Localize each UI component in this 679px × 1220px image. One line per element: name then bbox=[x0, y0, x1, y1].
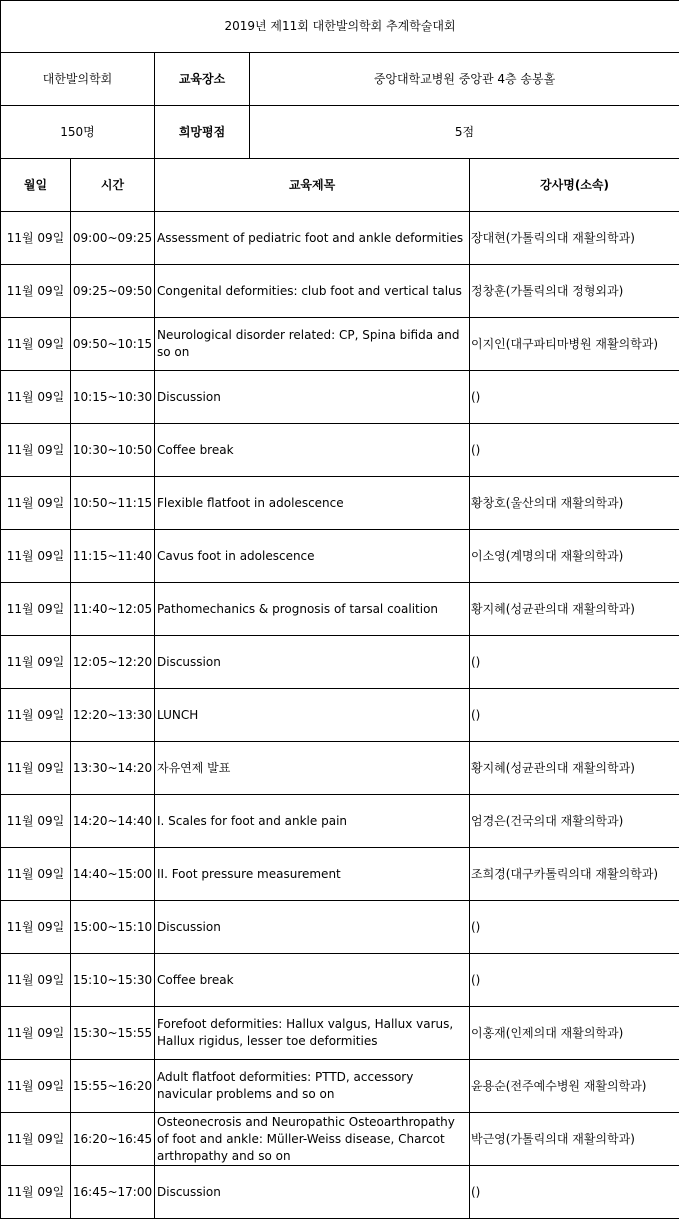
column-header-date: 월일 bbox=[1, 159, 71, 212]
session-lecturer: 이지인(대구파티마병원 재활의학과) bbox=[470, 318, 679, 371]
session-date: 11월 09일 bbox=[1, 265, 71, 318]
page-title: 2019년 제11회 대한발의학회 추계학술대회 bbox=[1, 1, 679, 53]
session-topic: Discussion bbox=[155, 1166, 470, 1219]
table-row bbox=[1, 795, 679, 848]
session-time: 12:05~12:20 bbox=[71, 636, 155, 689]
session-lecturer: () bbox=[470, 901, 679, 954]
session-date: 11월 09일 bbox=[1, 636, 71, 689]
session-date: 11월 09일 bbox=[1, 689, 71, 742]
session-topic: Discussion bbox=[155, 636, 470, 689]
table-row bbox=[1, 742, 679, 795]
session-time: 11:15~11:40 bbox=[71, 530, 155, 583]
table-row bbox=[1, 212, 679, 265]
session-time: 09:50~10:15 bbox=[71, 318, 155, 371]
session-time: 10:50~11:15 bbox=[71, 477, 155, 530]
session-lecturer: () bbox=[470, 424, 679, 477]
table-row bbox=[1, 371, 679, 424]
table-row bbox=[1, 583, 679, 636]
table-row bbox=[1, 848, 679, 901]
session-lecturer: 장대현(가톨릭의대 재활의학과) bbox=[470, 212, 679, 265]
session-topic: Osteonecrosis and Neuropathic Osteoarthropathy of foot and ankle: Müller-Weiss disease, Charcot arthropathy and so on bbox=[155, 1113, 470, 1166]
session-time: 10:15~10:30 bbox=[71, 371, 155, 424]
session-topic: Congenital deformities: club foot and vertical talus bbox=[155, 265, 470, 318]
points-label: 희망평점 bbox=[155, 106, 250, 159]
session-date: 11월 09일 bbox=[1, 1113, 71, 1166]
session-topic: Neurological disorder related: CP, Spina bifida and so on bbox=[155, 318, 470, 371]
session-date: 11월 09일 bbox=[1, 477, 71, 530]
column-header-time: 시간 bbox=[71, 159, 155, 212]
session-topic: II. Foot pressure measurement bbox=[155, 848, 470, 901]
session-date: 11월 09일 bbox=[1, 742, 71, 795]
session-time: 09:25~09:50 bbox=[71, 265, 155, 318]
session-date: 11월 09일 bbox=[1, 212, 71, 265]
session-date: 11월 09일 bbox=[1, 954, 71, 1007]
session-lecturer: 엄경은(건국의대 재활의학과) bbox=[470, 795, 679, 848]
table-row bbox=[1, 901, 679, 954]
column-header-lecturer: 강사명(소속) bbox=[470, 159, 679, 212]
session-lecturer: 이홍재(인제의대 재활의학과) bbox=[470, 1007, 679, 1060]
session-date: 11월 09일 bbox=[1, 371, 71, 424]
session-date: 11월 09일 bbox=[1, 424, 71, 477]
session-lecturer: 황창호(울산의대 재활의학과) bbox=[470, 477, 679, 530]
session-topic: Coffee break bbox=[155, 424, 470, 477]
session-time: 16:45~17:00 bbox=[71, 1166, 155, 1219]
table-row bbox=[1, 1007, 679, 1060]
session-topic: 자유연제 발표 bbox=[155, 742, 470, 795]
session-time: 13:30~14:20 bbox=[71, 742, 155, 795]
table-row bbox=[1, 530, 679, 583]
points-value: 5점 bbox=[250, 106, 679, 159]
table-row bbox=[1, 1060, 679, 1113]
session-topic: Assessment of pediatric foot and ankle deformities bbox=[155, 212, 470, 265]
session-lecturer: 조희경(대구카톨릭의대 재활의학과) bbox=[470, 848, 679, 901]
session-topic: Coffee break bbox=[155, 954, 470, 1007]
session-lecturer: () bbox=[470, 636, 679, 689]
session-time: 15:30~15:55 bbox=[71, 1007, 155, 1060]
session-lecturer: () bbox=[470, 954, 679, 1007]
session-time: 15:55~16:20 bbox=[71, 1060, 155, 1113]
table-row bbox=[1, 265, 679, 318]
table-row bbox=[1, 689, 679, 742]
session-date: 11월 09일 bbox=[1, 1060, 71, 1113]
session-topic: Adult flatfoot deformities: PTTD, accessory navicular problems and so on bbox=[155, 1060, 470, 1113]
session-lecturer: 정창훈(가톨릭의대 정형외과) bbox=[470, 265, 679, 318]
session-lecturer: () bbox=[470, 689, 679, 742]
session-date: 11월 09일 bbox=[1, 583, 71, 636]
session-date: 11월 09일 bbox=[1, 848, 71, 901]
capacity: 150명 bbox=[1, 106, 155, 159]
organizer: 대한발의학회 bbox=[1, 53, 155, 106]
session-topic: LUNCH bbox=[155, 689, 470, 742]
session-time: 10:30~10:50 bbox=[71, 424, 155, 477]
table-row bbox=[1, 424, 679, 477]
session-lecturer: 황지혜(성균관의대 재활의학과) bbox=[470, 583, 679, 636]
session-topic: Forefoot deformities: Hallux valgus, Hallux varus, Hallux rigidus, lesser toe deformities bbox=[155, 1007, 470, 1060]
session-time: 16:20~16:45 bbox=[71, 1113, 155, 1166]
table-row bbox=[1, 1113, 679, 1166]
session-lecturer: 황지혜(성균관의대 재활의학과) bbox=[470, 742, 679, 795]
table-row bbox=[1, 954, 679, 1007]
session-date: 11월 09일 bbox=[1, 1007, 71, 1060]
session-lecturer: 윤용순(전주예수병원 재활의학과) bbox=[470, 1060, 679, 1113]
session-lecturer: () bbox=[470, 1166, 679, 1219]
venue-label: 교육장소 bbox=[155, 53, 250, 106]
session-date: 11월 09일 bbox=[1, 901, 71, 954]
session-lecturer: 박근영(가톨릭의대 재활의학과) bbox=[470, 1113, 679, 1166]
session-date: 11월 09일 bbox=[1, 530, 71, 583]
table-row bbox=[1, 1166, 679, 1219]
session-time: 15:10~15:30 bbox=[71, 954, 155, 1007]
table-row bbox=[1, 477, 679, 530]
session-topic: Pathomechanics & prognosis of tarsal coalition bbox=[155, 583, 470, 636]
table-row bbox=[1, 318, 679, 371]
venue-value: 중앙대학교병원 중앙관 4층 송봉홀 bbox=[250, 53, 679, 106]
session-topic: I. Scales for foot and ankle pain bbox=[155, 795, 470, 848]
session-lecturer: 이소영(계명의대 재활의학과) bbox=[470, 530, 679, 583]
table-row bbox=[1, 636, 679, 689]
session-topic: Discussion bbox=[155, 901, 470, 954]
session-date: 11월 09일 bbox=[1, 795, 71, 848]
session-date: 11월 09일 bbox=[1, 318, 71, 371]
session-time: 14:20~14:40 bbox=[71, 795, 155, 848]
session-topic: Cavus foot in adolescence bbox=[155, 530, 470, 583]
session-time: 12:20~13:30 bbox=[71, 689, 155, 742]
session-date: 11월 09일 bbox=[1, 1166, 71, 1219]
session-time: 11:40~12:05 bbox=[71, 583, 155, 636]
column-header-topic: 교육제목 bbox=[155, 159, 470, 212]
session-topic: Discussion bbox=[155, 371, 470, 424]
session-lecturer: () bbox=[470, 371, 679, 424]
session-time: 09:00~09:25 bbox=[71, 212, 155, 265]
session-time: 14:40~15:00 bbox=[71, 848, 155, 901]
session-topic: Flexible flatfoot in adolescence bbox=[155, 477, 470, 530]
session-time: 15:00~15:10 bbox=[71, 901, 155, 954]
